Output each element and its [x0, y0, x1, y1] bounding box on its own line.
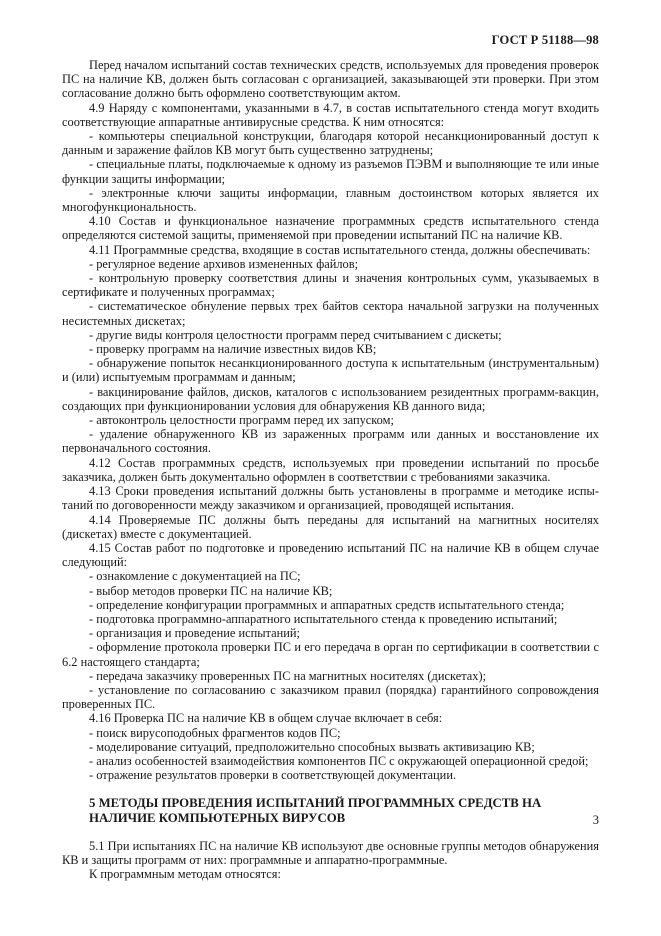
paragraph: - регулярное ведение архивов измененных файлов; [89, 256, 359, 271]
document-body [62, 58, 599, 881]
paragraph: - установление по согласованию с заказчиком правил (порядка) гарантийного сопровождения проверенных ПС. [62, 682, 599, 712]
paragraph: 5.1 При испытаниях ПС на наличие КВ используют две основные группы методов обнаружения КВ и защиты программ от них: программные и аппаратно-программные. [62, 838, 599, 867]
paragraph: - вакцинирование файлов, дисков, каталогов с использованием резидентных программ-вакцин, создающих при функционировании условия для обнаружения КВ данного вида; [62, 384, 599, 413]
paragraph: 4.16 Проверка ПС на наличие КВ в общем случае включает в себя: [89, 711, 443, 726]
paragraph: 4.11 Программные средства, входящие в состав испытательного стенда, должны обеспечивать: [89, 242, 591, 257]
paragraph: - компьютеры специальной конструкции, благодаря которой несанкционированный доступ к данным и заражение файлов КВ могут быть существенно затруднены; [62, 129, 599, 158]
standard-header: ГОСТ Р 51188—98 [491, 33, 599, 47]
paragraph: 4.13 Сроки проведения испытаний должны быть установлены в программе и методике испытаний по договоренности между заказчиком и организацией, проводящей испытания. [62, 484, 599, 513]
paragraph: 4.14 Проверяемые ПС должны быть переданы для испытаний на магнитных носителях (дискетах) вместе с документацией. [62, 512, 599, 541]
paragraph: Перед началом испытаний состав технических средств, используемых для проведения проверок ПС на наличие КВ, должен быть согласован с организацией, заказывающей эти проверки. При этом согласование должно быть оформлено соответствующим актом. [62, 58, 599, 101]
section-heading: 5 МЕТОДЫ ПРОВЕДЕНИЯ ИСПЫТАНИЙ ПРОГРАММНЫХ СРЕДСТВ НА НАЛИЧИЕ КОМПЬЮТЕРНЫХ ВИРУСОВ [89, 796, 542, 825]
paragraph: - определение конфигурации программных и аппаратных средств испытательного стенда; [89, 597, 565, 612]
paragraph: - ознакомление с документацией на ПС; [89, 569, 301, 584]
paragraph: - отражение результатов проверки в соответствующей документации. [89, 768, 457, 783]
clauses-section-4 [62, 58, 599, 782]
page-number: 3 [592, 813, 599, 827]
paragraph: 4.9 Наряду с компонентами, указанными в 4.7, в состав испытательного стенда могут входить соответствующие аппаратные антивирусные средства. К ним относятся: [62, 100, 599, 129]
paragraph: 4.10 Состав и функциональное назначение программных средств испытательного стенда определяются системой защиты, применяемой при проведении испытаний ПС на наличие КВ. [62, 214, 599, 243]
paragraph: - организация и проведение испытаний; [89, 626, 300, 641]
paragraph: - удаление обнаруженного КВ из зараженных программ или данных и восстановление их первоначального состояния. [62, 427, 599, 456]
paragraph: 4.15 Состав работ по подготовке и проведению испытаний ПС на наличие КВ в общем случае следующий: [62, 540, 599, 570]
paragraph: 4.12 Состав программных средств, используемых при проведении испытаний по просьбе заказчика, должен быть документально оформлен в соответствии с требованиями заказчика. [62, 455, 599, 484]
paragraph: - обнаружение попыток несанкционированного доступа к испытательным (инструментальным) и (или) испытуемым программам и данным; [62, 356, 599, 385]
paragraph: - проверку программ на наличие известных видов КВ; [89, 342, 377, 357]
paragraph: К программным методам относятся: [89, 866, 281, 881]
paragraph: - электронные ключи защиты информации, главным достоинством которых является их многофункциональность. [62, 185, 599, 215]
paragraph: - передача заказчику проверенных ПС на магнитных носителях (дискетах); [89, 668, 487, 683]
paragraph: - анализ особенностей взаимодействия компонентов ПС с окружающей операционной средой; [89, 753, 589, 768]
clauses-section-5 [62, 839, 599, 882]
paragraph: - автоконтроль целостности программ перед их запуском; [89, 413, 394, 428]
paragraph: - поиск вирусоподобных фрагментов кодов ПС; [89, 725, 341, 740]
paragraph: - специальные платы, подключаемые к одному из разъемов ПЭВМ и выполняющие те или иные функции защиты информации; [62, 157, 599, 186]
paragraph: - контрольную проверку соответствия длины и значения контрольных сумм, указываемых в сертификате и полученных программах; [62, 271, 599, 300]
paragraph: - выбор методов проверки ПС на наличие КВ; [89, 583, 333, 598]
paragraph: - оформление протокола проверки ПС и его передача в орган по сертификации в соответствии с 6.2 настоящего стандарта; [62, 640, 599, 669]
paragraph: - другие виды контроля целостности программ перед считыванием с дискеты; [89, 327, 502, 342]
paragraph: - подготовка программно-аппаратного испытательного стенда к проведению испытаний; [89, 611, 558, 626]
paragraph: - систематическое обнуление первых трех байтов сектора начальной загрузки на полученных несистемных дискетах; [62, 299, 599, 328]
paragraph: - моделирование ситуаций, предположительно способных вызвать активизацию КВ; [89, 739, 535, 754]
